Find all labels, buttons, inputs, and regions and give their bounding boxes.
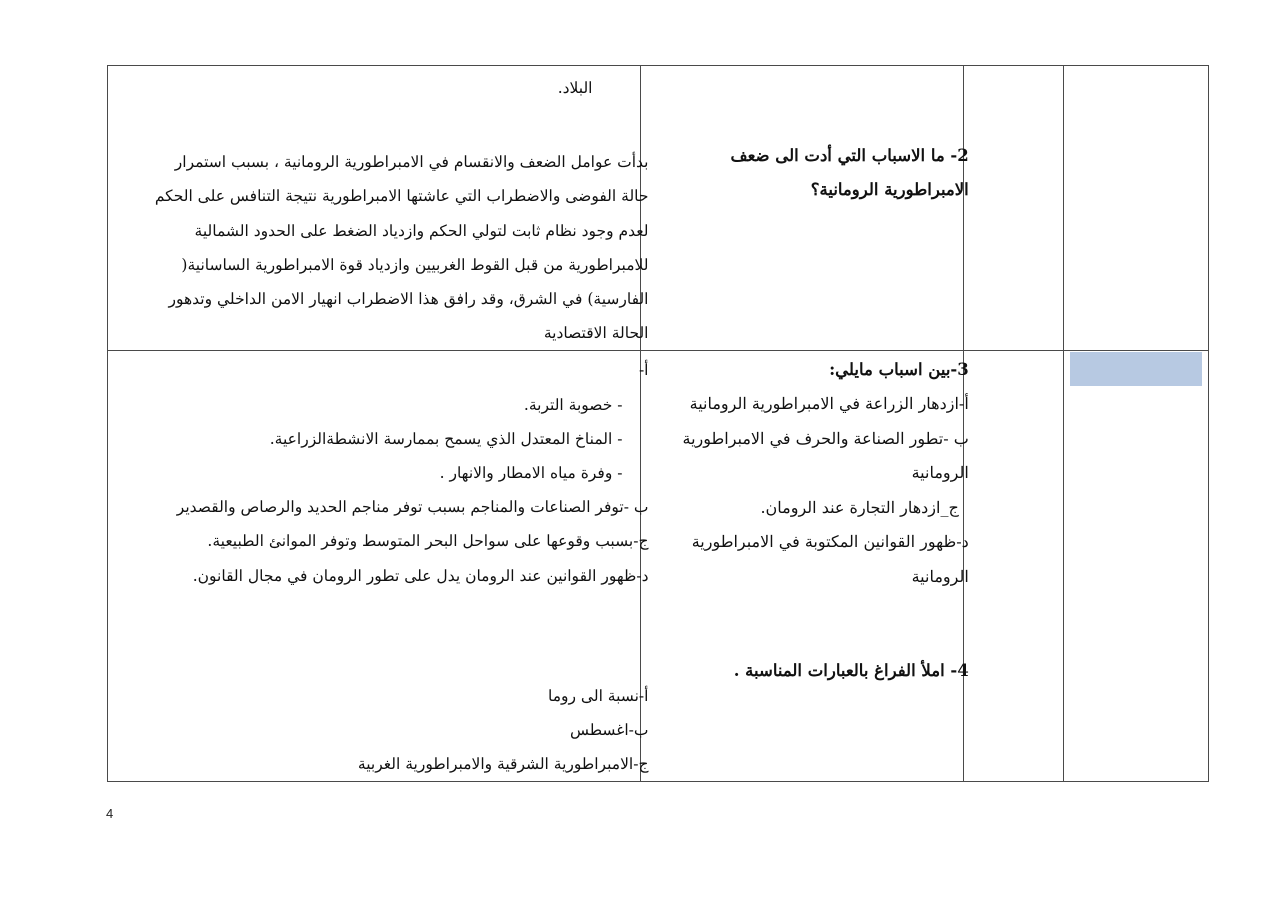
answer-line: لعدم وجود نظام ثابت لتولي الحكم وازدياد الضغط على الحدود الشمالية xyxy=(194,221,649,240)
exam-table xyxy=(107,65,1209,782)
page-number: 4 xyxy=(106,806,114,821)
bullet-item: - وفرة مياه الامطار والانهار . xyxy=(439,464,623,483)
answer-line: الحالة الاقتصادية xyxy=(543,324,649,343)
answer-cell xyxy=(108,66,649,351)
question-3-item: ب -تطور الصناعة والحرف في الامبراطورية الرومانية xyxy=(682,428,969,483)
answer-heading: أ- xyxy=(638,361,649,380)
answer-line: ج-بسبب وقوعها على سواحل البحر المتوسط وتوفر الموانئ الطبيعية. xyxy=(207,532,649,551)
answer-line: حالة الفوضى والاضطراب التي عاشتها الامبراطورية نتيجة التنافس على الحكم xyxy=(154,187,649,206)
answer-line: الفارسية) في الشرق، وقد رافق هذا الاضطراب انهيار الامن الداخلي وتدهور xyxy=(168,290,649,309)
empty-cell xyxy=(963,66,1063,351)
table-row xyxy=(108,66,1209,351)
empty-cell xyxy=(963,351,1063,782)
answer-line: ج-الامبراطورية الشرقية والامبراطورية الغربية xyxy=(357,755,649,774)
answer-line: بدأت عوامل الضعف والانقسام في الامبراطورية الرومانية ، بسبب استمرار xyxy=(174,153,649,172)
question-cell xyxy=(641,66,969,351)
question-3-title: 3-بين اسباب مايلي: xyxy=(829,360,969,380)
highlight-block xyxy=(1070,352,1202,386)
highlight-cell xyxy=(1063,351,1208,782)
empty-cell xyxy=(1063,66,1208,351)
bullet-item: - خصوبة التربة. xyxy=(523,395,623,414)
answer-line: ب -توفر الصناعات والمناجم بسبب توفر مناجم الحديد والرصاص والقصدير xyxy=(176,498,649,517)
question-4-title: 4- املأ الفراغ بالعبارات المناسبة . xyxy=(733,661,969,681)
answer-line: ب-اغسطس xyxy=(569,721,649,740)
question-3-item: د-ظهور القوانين المكتوبة في الامبراطورية الرومانية xyxy=(691,532,969,586)
answer-line: د-ظهور القوانين عند الرومان يدل على تطور الرومان في مجال القانون. xyxy=(192,566,649,585)
answer-line: للامبراطورية من قبل القوط الغربيين وازدياد قوة الامبراطورية الساسانية( xyxy=(181,255,649,274)
bullet-item: - المناخ المعتدل الذي يسمح بممارسة الانشطةالزراعية. xyxy=(269,429,623,448)
question-2: 2- ما الاسباب التي أدت الى ضعف الامبراطورية الرومانية؟ xyxy=(730,146,969,199)
question-cell xyxy=(641,351,969,782)
table-row xyxy=(108,351,1209,782)
answer-line: أ-نسبة الى روما xyxy=(548,686,649,705)
question-3-item: ج_ازدهار التجارة عند الرومان. xyxy=(760,497,959,517)
question-3-item: أ-ازدهار الزراعة في الامبراطورية الرومانية xyxy=(689,394,969,414)
answer-continuation: البلاد. xyxy=(557,79,593,97)
answer-cell xyxy=(108,351,649,782)
